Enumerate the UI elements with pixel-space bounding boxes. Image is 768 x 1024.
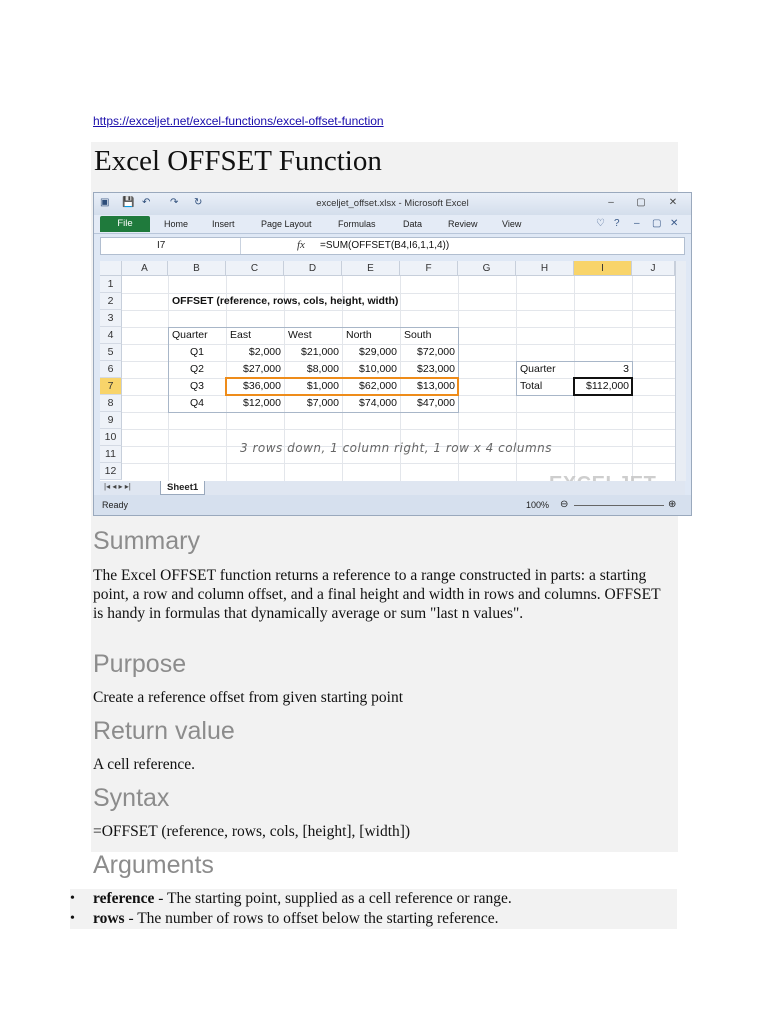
syntax-label-cell: OFFSET (reference, rows, cols, height, width) [172, 295, 399, 307]
row-header-3: 3 [100, 310, 122, 327]
tab-formulas: Formulas [338, 219, 376, 229]
offset-range-highlight [225, 377, 459, 396]
syntax-text: =OFFSET (reference, rows, cols, [height], [width]) [93, 823, 411, 840]
zoom-in-icon: ⊕ [668, 499, 677, 510]
summary-heading: Summary [93, 527, 200, 555]
row-header-5: 5 [100, 344, 122, 361]
restore-ribbon-icon: ▢ [652, 218, 662, 229]
source-link[interactable]: https://exceljet.net/excel-functions/excel-offset-function [93, 114, 384, 128]
row-header-4: 4 [100, 327, 122, 344]
table-cell: $47,000 [417, 397, 455, 409]
argument-desc: - The starting point, supplied as a cell reference or range. [154, 890, 512, 907]
header-east: East [230, 329, 252, 341]
redo-icon: ↷ [170, 197, 179, 208]
help-icon: ? [614, 218, 620, 229]
sheet-tab-sheet1: Sheet1 [160, 481, 205, 495]
sheet-nav-icon: |◂ ◂ ▸ ▸| [104, 482, 131, 491]
header-south: South [404, 329, 432, 341]
table-cell: $27,000 [243, 363, 281, 375]
tab-page-layout: Page Layout [261, 219, 312, 229]
header-north: North [346, 329, 372, 341]
chevron-down-icon: ♡ [596, 218, 605, 229]
excel-title-bar [94, 193, 691, 215]
return-value-text: A cell reference. [93, 756, 195, 773]
close-icon: ✕ [668, 197, 678, 208]
table-cell: $7,000 [306, 397, 339, 409]
tab-file: File [100, 216, 150, 232]
table-cell: $10,000 [359, 363, 397, 375]
table-cell: $12,000 [243, 397, 281, 409]
save-icon: 💾 [122, 197, 135, 208]
column-header-g: G [458, 261, 516, 276]
table-cell: Q4 [189, 397, 204, 409]
table-cell: $2,000 [248, 346, 281, 358]
sheet-tab-bar [100, 481, 685, 495]
row-header-10: 10 [100, 429, 122, 446]
restore-icon: ▢ [636, 197, 646, 208]
column-header-c: C [226, 261, 284, 276]
status-bar [94, 495, 691, 515]
offset-annotation: 3 rows down, 1 column right, 1 row x 4 columns [240, 441, 553, 455]
row-header-7: 7 [100, 378, 122, 395]
row-header-9: 9 [100, 412, 122, 429]
fx-icon: fx [297, 239, 305, 251]
tab-view: View [502, 219, 522, 229]
total-value-cell: $112,000 [585, 380, 629, 392]
column-header-d: D [284, 261, 342, 276]
column-header-a: A [122, 261, 168, 276]
purpose-text: Create a reference offset from given starting point [93, 689, 404, 706]
vertical-scrollbar [675, 261, 686, 481]
tab-insert: Insert [212, 219, 235, 229]
argument-name: rows [93, 910, 125, 927]
formula-text: =SUM(OFFSET(B4,I6,1,1,4)) [320, 240, 450, 251]
header-quarter: Quarter [172, 329, 208, 341]
row-header-11: 11 [100, 446, 122, 463]
table-cell: $29,000 [359, 346, 397, 358]
quarter-label-cell: Quarter [520, 363, 556, 375]
header-west: West [288, 329, 312, 341]
column-header-i: I [574, 261, 632, 276]
page-title: Excel OFFSET Function [94, 145, 382, 177]
row-header-1: 1 [100, 276, 122, 293]
zoom-slider [574, 505, 664, 506]
argument-name: reference [93, 890, 155, 907]
excel-ribbon [94, 215, 691, 234]
zoom-out-icon: ⊖ [560, 499, 569, 510]
column-header-b: B [168, 261, 226, 276]
excel-window-title: exceljet_offset.xlsx - Microsoft Excel [316, 198, 469, 209]
table-cell: $21,000 [301, 346, 339, 358]
close-workbook-icon: ✕ [670, 218, 679, 229]
table-cell: $13,000 [417, 380, 455, 392]
argument-desc: - The number of rows to offset below the starting reference. [124, 910, 499, 927]
status-text: Ready [102, 500, 129, 510]
worksheet-grid [100, 261, 675, 481]
excel-app-icon: ▣ [100, 197, 110, 208]
name-box: I7 [101, 238, 241, 254]
row-header-2: 2 [100, 293, 122, 310]
column-header-j: J [632, 261, 675, 276]
row-header-6: 6 [100, 361, 122, 378]
table-cell: $74,000 [359, 397, 397, 409]
return-value-heading: Return value [93, 717, 235, 745]
formula-bar [100, 237, 685, 255]
tab-data: Data [403, 219, 423, 229]
summary-text: The Excel OFFSET function returns a reference to a range constructed in parts: a starting point, a row and column offset, and a final height and width in rows and columns. OFFSET is handy in formulas that dynamically average or sum "last n values". [93, 567, 661, 622]
refresh-icon: ↻ [194, 197, 203, 208]
excel-screenshot [93, 192, 692, 516]
list-item [70, 889, 677, 909]
table-cell: $8,000 [306, 363, 339, 375]
tab-home: Home [164, 219, 189, 229]
column-header-h: H [516, 261, 574, 276]
table-cell: Q1 [189, 346, 204, 358]
quarter-value-cell: 3 [623, 363, 629, 375]
table-cell: $1,000 [306, 380, 339, 392]
total-label-cell: Total [520, 380, 543, 392]
table-cell: $72,000 [417, 346, 455, 358]
row-header-8: 8 [100, 395, 122, 412]
row-header-12: 12 [100, 463, 122, 480]
minimize-icon: – [608, 197, 614, 208]
column-header-f: F [400, 261, 458, 276]
undo-icon: ↶ [142, 197, 151, 208]
table-cell: $36,000 [243, 380, 281, 392]
tab-review: Review [448, 219, 478, 229]
column-header-e: E [342, 261, 400, 276]
table-cell: $62,000 [359, 380, 397, 392]
active-cell-outline [573, 377, 633, 396]
purpose-heading: Purpose [93, 650, 187, 678]
arguments-list [70, 889, 677, 929]
table-cell: Q2 [189, 363, 204, 375]
table-cell: $23,000 [417, 363, 455, 375]
zoom-level: 100% [526, 500, 550, 510]
list-item [70, 909, 677, 929]
minimize-ribbon-icon: – [634, 218, 640, 229]
table-cell: Q3 [189, 380, 204, 392]
arguments-heading: Arguments [93, 851, 214, 879]
syntax-heading: Syntax [93, 784, 170, 812]
select-all-corner [100, 261, 122, 276]
